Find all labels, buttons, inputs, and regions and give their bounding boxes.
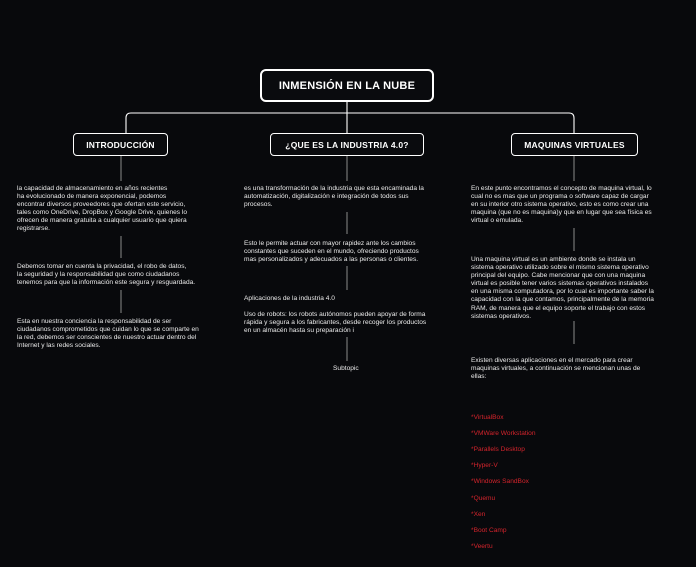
industria-topic-1[interactable]: es una transformación de la industria que esta encaminada la automatización, digitalización e integración de todos sus procesos.	[244, 185, 424, 209]
connector-bus	[126, 113, 574, 133]
vm-app-item: *Boot Camp	[471, 526, 507, 534]
branch-maquinas-title: MAQUINAS VIRTUALES	[524, 139, 625, 150]
root-topic[interactable]	[260, 69, 434, 102]
branch-maquinas[interactable]	[511, 133, 638, 156]
vm-app-item: *Xen	[471, 510, 486, 518]
maquinas-topic-3-intro: Existen diversas aplicaciones en el mercado para crear maquinas virtuales, a continuación se mencionan unas de ellas:	[471, 357, 641, 381]
maquinas-topic-3[interactable]	[471, 349, 683, 567]
vm-app-item: *Parallels Desktop	[471, 446, 525, 454]
vm-app-item: *Hyper-V	[471, 462, 498, 470]
vm-app-item: *VirtualBox	[471, 413, 504, 421]
branch-industria-title: ¿QUE ES LA INDUSTRIA 4.0?	[285, 139, 409, 150]
maquinas-topic-2[interactable]: Una maquina virtual es un ambiente donde se instala un sistema operativo utilizado sobre el mismo sistema operativo principal del equipo. Cabe mencionar que con una maquina virtual es posible tener varios sistemas operativos instalados en una misma computadora, por lo cual es importante saber la capacidad con la que contamos, principalmente de la memoria RAM, de manera que el equipo soporte el trabajo con estos sistemas operativos.	[471, 256, 654, 320]
vm-app-item: *Windows SandBox	[471, 478, 529, 486]
spacer	[471, 389, 683, 397]
vm-app-item: *VMWare Workstation	[471, 429, 536, 437]
branch-introduccion[interactable]	[73, 133, 168, 156]
intro-topic-2[interactable]: Debemos tomar en cuenta la privacidad, el robo de datos, la seguridad y la responsabilidad que como ciudadanos tenemos para que la información este segura y resguardada.	[17, 263, 196, 287]
intro-topic-3[interactable]: Esta en nuestra conciencia la responsabilidad de ser ciudadanos comprometidos que cuidan lo que se comparte en la red, debemos ser conscientes de nuestro actuar dentro del Internet y las redes sociales.	[17, 318, 199, 350]
maquinas-topic-1[interactable]: En este punto encontramos el concepto de maquina virtual, lo cual no es mas que un programa o software capaz de cargar en su interior otro sistema operativo, esto es como crear una maquina (que no es maquina)y que en lugar que sea física es virtual o emulada.	[471, 185, 652, 225]
industria-topic-3[interactable]: Aplicaciones de la industria 4.0 Uso de robots: los robots autónomos pueden apoyar de forma rápida y segura a los fabricantes, desde recoger los productos en un almacén hasta su preparación i	[244, 295, 427, 335]
root-title: INMENSIÓN EN LA NUBE	[278, 79, 416, 92]
vm-app-item: *Veertu	[471, 543, 493, 551]
intro-topic-1[interactable]: la capacidad de almacenamiento en años recientes ha evolucionado de manera exponencial, podemos encontrar diversos proveedores que ofertan este servicio, tales como OneDrive, DropBox y Google Drive, quienes lo ofrecen de manera gratuita a cualquier usuario que quiera registrarse.	[17, 185, 188, 233]
branch-introduccion-title: INTRODUCCIÓN	[86, 139, 155, 150]
vm-apps-list	[471, 406, 683, 560]
industria-topic-2[interactable]: Esto le permite actuar con mayor rapidez ante los cambios constantes que suceden en el mundo, ofreciendo productos mas personalizados y adecuados a las personas o clientes.	[244, 240, 419, 264]
branch-industria[interactable]	[270, 133, 424, 156]
industria-subtopic[interactable]: Subtopic	[333, 365, 359, 372]
vm-app-item: *Quemu	[471, 494, 496, 502]
